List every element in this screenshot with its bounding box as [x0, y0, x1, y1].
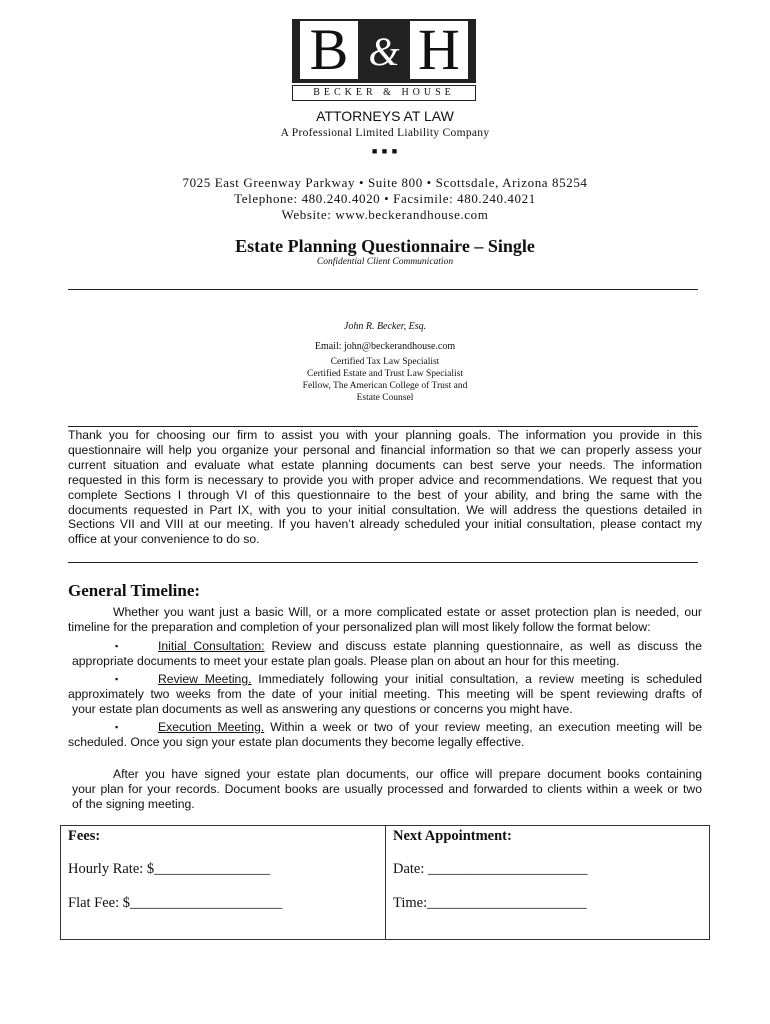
- logo-ampersand: &: [368, 29, 400, 74]
- divider-intro-top: [68, 426, 698, 427]
- closing-line: of the signing meeting.: [72, 796, 195, 811]
- fees-appointment-table: [60, 825, 710, 940]
- intro-paragraph: [68, 428, 702, 547]
- execution-meeting-text: Within a week or two of your review meeting, an execution meeting will be: [264, 720, 702, 734]
- attorney-email: Email: john@beckerandhouse.com: [314, 341, 456, 352]
- execution-meeting-label: Execution Meeting.: [158, 720, 265, 734]
- credential-2: Certified Estate and Trust Law Specialist: [307, 369, 463, 379]
- logo-subtitle: BECKER & HOUSE: [292, 85, 476, 101]
- document-title: Estate Planning Questionnaire – Single: [235, 236, 535, 256]
- intro-line: current situation and evaluate what estate planning documents can best serve your needs. The information: [68, 457, 702, 472]
- bullet-marker: ▪: [115, 674, 119, 684]
- next-appointment-heading: Next Appointment:: [393, 828, 512, 844]
- bullet-marker: ▪: [115, 641, 119, 651]
- header-separator: ■ ■ ■: [371, 146, 399, 156]
- closing-line: After you have signed your estate plan documents, our office will prepare document books containing: [113, 767, 702, 781]
- review-meeting-label: Review Meeting.: [158, 672, 252, 686]
- timeline-intro-line: timeline for the preparation and completion of your personalized plan will most likely follow the format below:: [68, 619, 651, 634]
- timeline-intro: [68, 605, 702, 635]
- intro-line: questionnaire will help you organize your personal and financial information so that we can properly assess your: [68, 442, 702, 457]
- closing-paragraph: [72, 767, 702, 812]
- intro-line: office at your convenience to do so.: [68, 532, 260, 547]
- credential-3: Fellow, The American College of Trust and: [302, 381, 468, 391]
- fees-heading: Fees:: [68, 828, 101, 844]
- appointment-time-field[interactable]: Time:______________________: [393, 895, 587, 911]
- timeline-intro-line: Whether you want just a basic Will, or a more complicated estate or asset protection plan is needed, our: [113, 605, 702, 619]
- firm-address: 7025 East Greenway Parkway • Suite 800 • Scottsdale, Arizona 85254: [182, 175, 588, 190]
- firm-website: Website: www.beckerandhouse.com: [281, 207, 489, 222]
- intro-line: documents requested in Part IX, with you to your initial consultation. We will address the questions detailed in: [68, 502, 702, 517]
- bullet-marker: ▪: [115, 722, 119, 732]
- document-subtitle: Confidential Client Communication: [316, 257, 454, 267]
- table-column-divider: [385, 826, 386, 939]
- timeline-item-initial: [72, 639, 702, 669]
- credential-4: Estate Counsel: [356, 393, 414, 403]
- divider-top: [68, 289, 698, 290]
- item-line: scheduled. Once you sign your estate plan documents they become legally effective.: [68, 734, 525, 749]
- intro-line: complete Sections I through VI of this questionnaire to the best of your ability, and bring the same with the: [68, 487, 702, 502]
- hourly-rate-field[interactable]: Hourly Rate: $________________: [68, 861, 271, 877]
- logo-block: [292, 19, 476, 83]
- firm-phone: Telephone: 480.240.4020 • Facsimile: 480.240.4021: [234, 191, 536, 206]
- appointment-date-field[interactable]: Date: ______________________: [393, 861, 588, 877]
- firm-type: ATTORNEYS AT LAW: [316, 108, 454, 124]
- logo-letter-b: B: [300, 21, 358, 79]
- timeline-item-execution: [68, 720, 702, 750]
- closing-line: your plan for your records. Document books are usually processed and forwarded to clients within a week or two: [72, 781, 702, 796]
- intro-line: requested in this form is necessary to provide you with proper advice and recommendations. We request that you: [68, 472, 702, 487]
- intro-line: Thank you for choosing our firm to assist you with your planning goals. The information you provide in this: [68, 428, 702, 442]
- flat-fee-field[interactable]: Flat Fee: $_____________________: [68, 895, 283, 911]
- review-meeting-text: Immediately following your initial consultation, a review meeting is scheduled: [251, 672, 702, 686]
- attorney-name: John R. Becker, Esq.: [343, 321, 427, 332]
- company-type: A Professional Limited Liability Company: [280, 127, 490, 139]
- timeline-heading: General Timeline:: [68, 581, 201, 600]
- initial-consultation-label: Initial Consultation:: [158, 639, 265, 653]
- item-line: your estate plan documents as well as answering any questions or concerns you might have.: [72, 701, 573, 716]
- item-line: appropriate documents to meet your estate plan goals. Please plan on about an hour for this meeting.: [72, 653, 620, 668]
- initial-consultation-text: Review and discuss estate planning questionnaire, as well as discuss the: [264, 639, 702, 653]
- credential-1: Certified Tax Law Specialist: [330, 357, 440, 367]
- timeline-item-review: [68, 672, 702, 717]
- intro-line: Sections VII and VIII at our meeting. If you haven’t already scheduled your initial consultation, please contact my: [68, 517, 702, 532]
- divider-intro-bottom: [68, 562, 698, 563]
- firm-logo: [292, 19, 476, 102]
- item-line: approximately two weeks from the date of your initial meeting. This meeting will be spent reviewing drafts of: [68, 686, 702, 701]
- logo-letter-h: H: [410, 21, 468, 79]
